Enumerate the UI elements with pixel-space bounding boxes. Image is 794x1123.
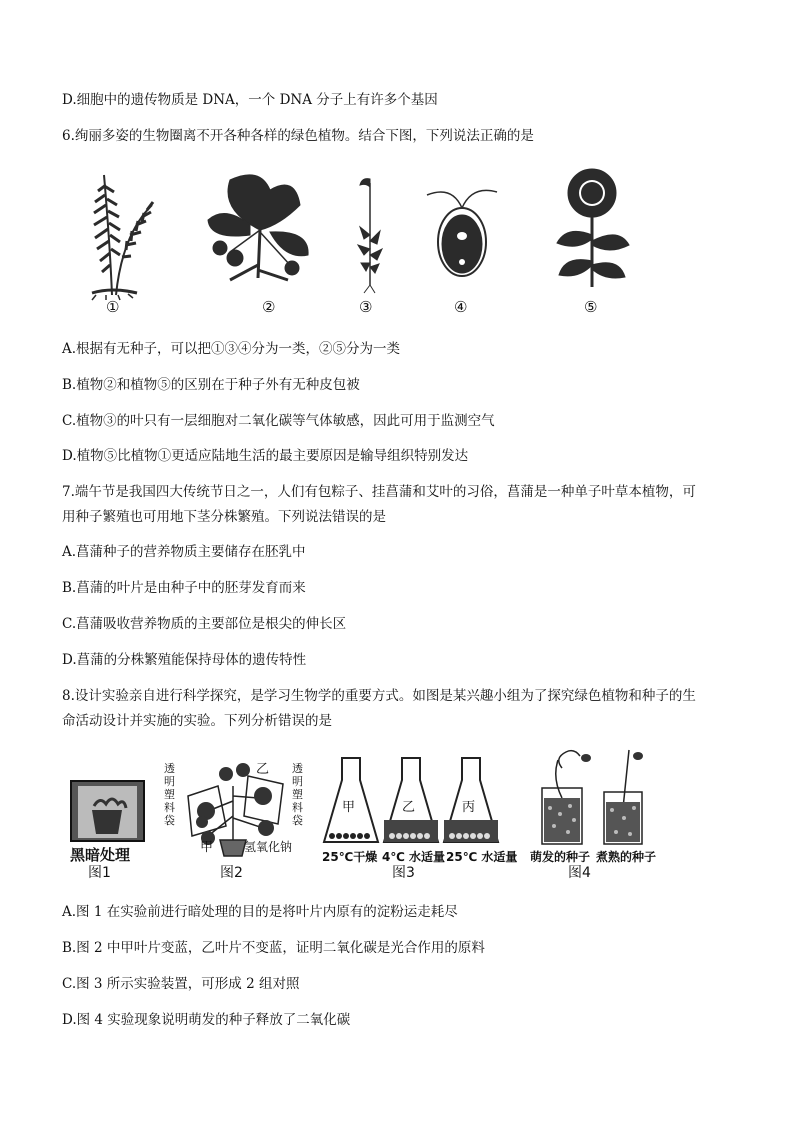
fig1-label: 图1	[88, 865, 111, 881]
q7-stem-line2: 用种子繁殖也可用地下茎分株繁殖。下列说法错误的是	[62, 509, 386, 525]
moss-illustration	[350, 175, 390, 295]
q8-option-a: A.图 1 在实验前进行暗处理的目的是将叶片内原有的淀粉运走耗尽	[62, 904, 458, 920]
fig2-right-bag-label: 透明塑料袋	[292, 762, 303, 827]
fig4-label: 图4	[568, 865, 591, 881]
fig1-caption: 黑暗处理	[70, 846, 131, 864]
fig2-naoh-label: 氢氧化钠	[244, 840, 293, 854]
fig3-flask-yi: 乙	[402, 800, 416, 815]
sunflower-illustration	[547, 165, 637, 290]
ginkgo-illustration	[200, 170, 320, 290]
q8-option-c: C.图 3 所示实验装置，可形成 2 组对照	[62, 976, 300, 992]
q8-stem-line2: 命活动设计并实施的实验。下列分析错误的是	[62, 713, 332, 729]
q7-option-d: D.菖蒲的分株繁殖能保持母体的遗传特性	[62, 652, 307, 668]
fig3-flask-jia: 甲	[342, 800, 356, 815]
q6-option-a: A.根据有无种子，可以把①③④分为一类，②⑤分为一类	[62, 341, 401, 357]
fig2-jia-label: 甲	[200, 840, 214, 855]
fig4-caption-1: 萌发的种子	[530, 850, 591, 864]
plant-label-2: ②	[262, 298, 276, 316]
chlamydomonas-illustration	[422, 180, 502, 290]
q6-option-b: B.植物②和植物⑤的区别在于种子外有无种皮包被	[62, 377, 360, 393]
q8-option-b: B.图 2 中甲叶片变蓝，乙叶片不变蓝，证明二氧化碳是光合作用的原料	[62, 940, 485, 956]
q7-option-a: A.菖蒲种子的营养物质主要储存在胚乳中	[62, 544, 306, 560]
q6-plant-figure	[72, 165, 692, 315]
fern-illustration	[72, 165, 182, 300]
plant-label-5: ⑤	[584, 298, 598, 316]
fig2-label: 图2	[220, 865, 243, 881]
q6-option-d: D.植物⑤比植物①更适应陆地生活的最主要原因是输导组织特别发达	[62, 448, 469, 464]
seed-jars-illustration	[534, 748, 654, 848]
q7-stem-line1: 7.端午节是我国四大传统节日之一，人们有包粽子、挂菖蒲和艾叶的习俗，菖蒲是一种单子叶草本植物，可	[62, 484, 696, 500]
q8-stem-line1: 8.设计实验亲自进行科学探究，是学习生物学的重要方式。如图是某兴趣小组为了探究绿色植物和种子的生	[62, 688, 696, 704]
dark-box-pot-illustration	[70, 780, 145, 842]
fig3-label: 图3	[392, 865, 415, 881]
q8-option-d: D.图 4 实验现象说明萌发的种子释放了二氧化碳	[62, 1012, 351, 1028]
q6-option-c: C.植物③的叶只有一层细胞对二氧化碳等气体敏感，因此可用于监测空气	[62, 413, 495, 429]
plant-label-4: ④	[454, 298, 468, 316]
q5-option-d: D.细胞中的遗传物质是 DNA，一个 DNA 分子上有许多个基因	[62, 92, 438, 108]
fig4-caption-2: 煮熟的种子	[596, 850, 657, 864]
fig2-left-bag-label: 透明塑料袋	[164, 762, 175, 827]
q7-option-c: C.菖蒲吸收营养物质的主要部位是根尖的伸长区	[62, 616, 347, 632]
plant-label-1: ①	[106, 298, 120, 316]
plant-label-3: ③	[359, 298, 373, 316]
fig3-caption-2: 4℃ 水适量	[382, 850, 446, 864]
fig3-flask-bing: 丙	[462, 800, 476, 815]
q8-experiment-figure	[60, 748, 660, 880]
fig3-caption-1: 25℃干燥	[322, 850, 378, 864]
fig2-yi-label: 乙	[256, 762, 270, 777]
q6-stem: 6.绚丽多姿的生物圈离不开各种各样的绿色植物。结合下图，下列说法正确的是	[62, 128, 534, 144]
q7-option-b: B.菖蒲的叶片是由种子中的胚芽发育而来	[62, 580, 306, 596]
fig3-caption-3: 25℃ 水适量	[446, 850, 518, 864]
